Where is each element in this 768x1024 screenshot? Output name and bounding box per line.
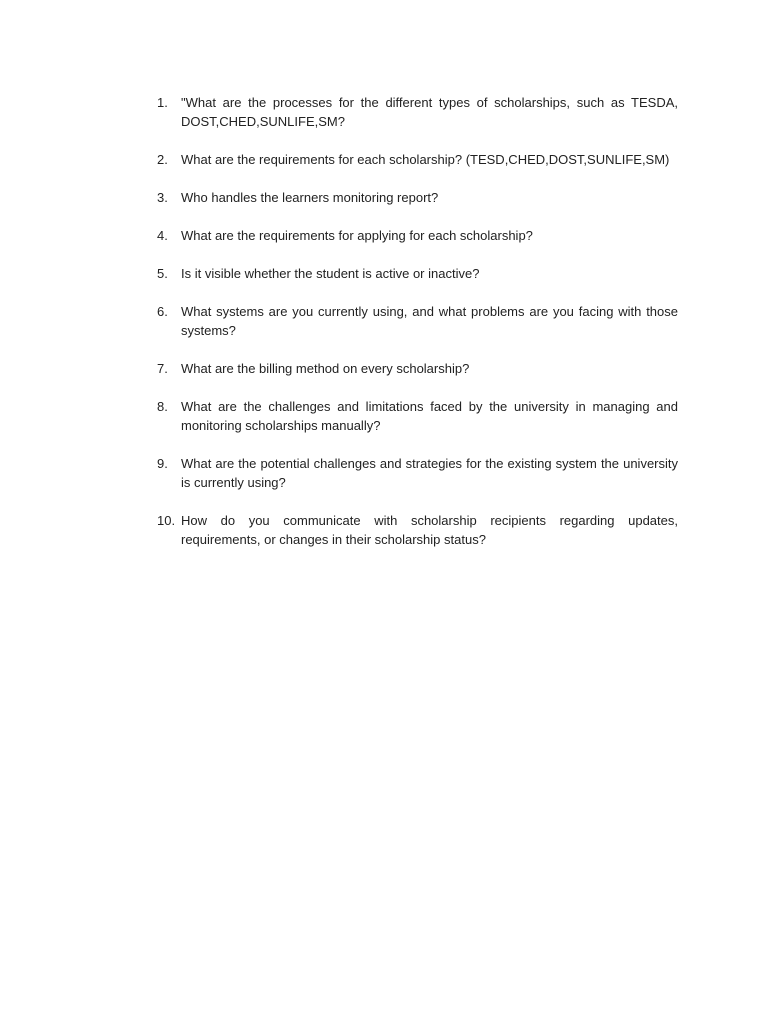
list-item [157, 397, 678, 435]
item-number: 9. [157, 456, 168, 471]
list-item [157, 188, 678, 207]
item-text: What are the requirements for applying for each scholarship? [181, 228, 533, 243]
question-list [157, 93, 678, 568]
list-item [157, 511, 678, 549]
item-text: Who handles the learners monitoring report? [181, 190, 439, 205]
list-item [157, 264, 678, 283]
list-item [157, 302, 678, 340]
item-number: 5. [157, 266, 168, 281]
item-number: 8. [157, 399, 168, 414]
list-item [157, 454, 678, 492]
item-text: What are the potential challenges and strategies for the existing system the university is currently using? [181, 456, 678, 490]
list-item [157, 150, 678, 169]
item-number: 6. [157, 304, 168, 319]
item-text: What are the requirements for each scholarship? (TESD,CHED,DOST,SUNLIFE,SM) [181, 152, 670, 167]
item-text: What are the challenges and limitations faced by the university in managing and monitoring scholarships manually? [181, 399, 678, 433]
list-item [157, 226, 678, 245]
list-item [157, 93, 678, 131]
item-number: 2. [157, 152, 168, 167]
list-item [157, 359, 678, 378]
item-number: 3. [157, 190, 168, 205]
item-number: 4. [157, 228, 168, 243]
item-text: What are the billing method on every scholarship? [181, 361, 470, 376]
item-text: "What are the processes for the different types of scholarships, such as TESDA, DOST,CHED,SUNLIFE,SM? [181, 95, 678, 129]
item-number: 1. [157, 95, 168, 110]
item-text: How do you communicate with scholarship recipients regarding updates, requirements, or changes in their scholarship status? [181, 513, 678, 547]
item-text: Is it visible whether the student is active or inactive? [181, 266, 480, 281]
item-number: 10. [157, 513, 176, 528]
item-text: What systems are you currently using, and what problems are you facing with those systems? [181, 304, 678, 338]
item-number: 7. [157, 361, 168, 376]
